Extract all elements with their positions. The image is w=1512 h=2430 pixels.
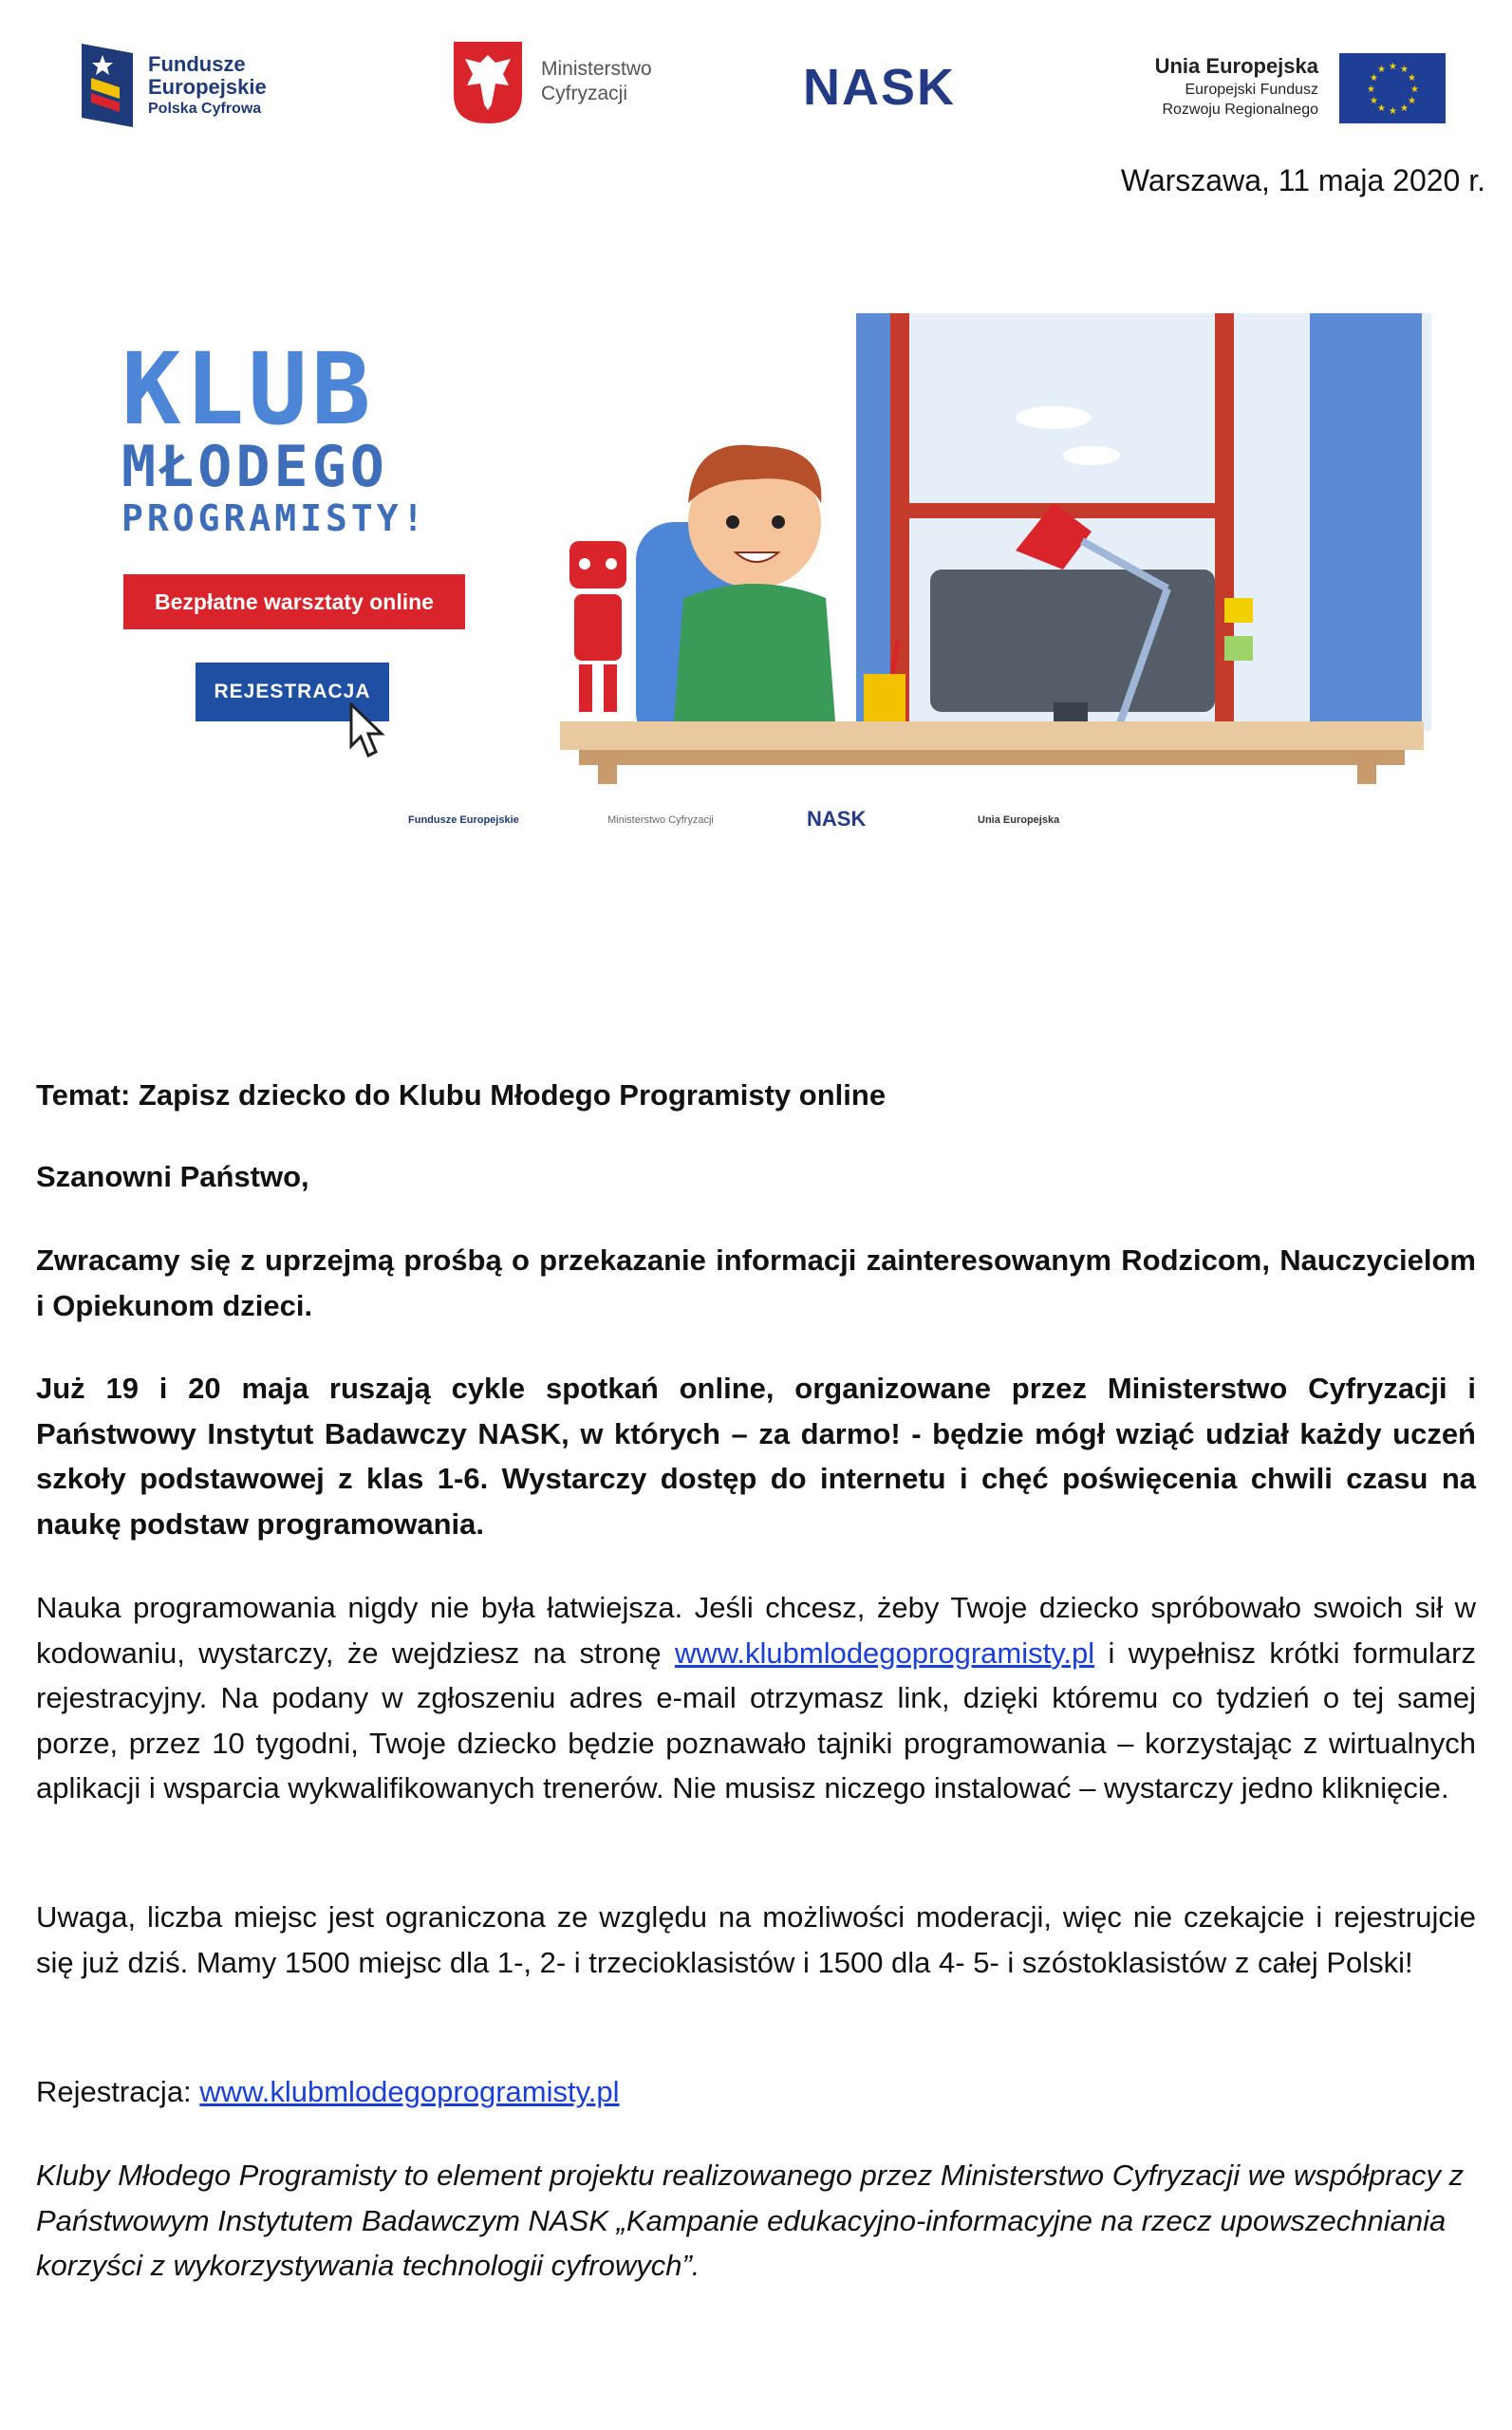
svg-text:★: ★: [1370, 96, 1378, 106]
svg-text:★: ★: [1408, 73, 1416, 84]
registration-line: [36, 2069, 1476, 2115]
svg-text:★: ★: [1389, 106, 1397, 117]
letter-paragraph-1: Zwracamy się z uprzejmą prośbą o przekazanie informacji zainteresowanym Rodzicom, Nauczycielom i Opiekunom dzieci.: [36, 1243, 1476, 1322]
mini-logo-mc: Ministerstwo Cyfryzacji: [607, 814, 714, 826]
eagle-emblem-icon: [454, 42, 522, 123]
registration-link[interactable]: www.klubmlodegoprogramisty.pl: [199, 2075, 620, 2108]
letter-subject: Temat: Zapisz dziecko do Klubu Młodego Programisty online: [36, 1078, 887, 1112]
mc-line1: Ministerstwo: [541, 58, 652, 80]
svg-text:★: ★: [1389, 62, 1397, 72]
svg-text:★: ★: [1367, 84, 1375, 95]
ue-line3: Rozwoju Regionalnego: [1162, 102, 1318, 118]
letter-paragraph-4: Uwaga, liczba miejsc jest ograniczona ze względu na możliwości moderacji, więc nie czekajcie i rejestrujcie się już dziś. Mamy 1500 miejsc dla 1-, 2- i trzecioklasistów i 1500 dla 4- 5- i szóstoklasistów z całej Polski!: [36, 1900, 1476, 1979]
svg-text:★: ★: [1400, 103, 1409, 114]
eu-flag-icon: [1339, 53, 1446, 123]
nask-logo-text: NASK: [803, 63, 957, 110]
banner-title-line2: MŁODEGO: [121, 434, 388, 500]
nask-logo: [803, 63, 1031, 115]
klub-banner: [104, 285, 1433, 873]
fe-line3: Polska Cyfrowa: [148, 101, 262, 117]
mini-logo-fe: Fundusze Europejskie: [408, 814, 519, 826]
svg-text:★: ★: [1408, 96, 1416, 106]
free-workshops-badge: Bezpłatne warsztaty online: [123, 574, 465, 629]
svg-text:★: ★: [1410, 84, 1419, 95]
para3-text-a: Nauka programowania nigdy nie była łatwiejsza. Jeśli chcesz, żeby Twoje dziecko spróbowało swoich sił w kodowaniu, wystarczy, że wejdziesz na stronę: [36, 1591, 1476, 1670]
mini-logo-nask: NASK: [807, 807, 867, 831]
letter-paragraph-2: Już 19 i 20 maja ruszają cykle spotkań online, organizowane przez Ministerstwo Cyfryzacji i Państwowy Instytut Badawczy NASK, w których – za darmo! - będzie mógł wziąć udział każdy uczeń szkoły podstawowej z klas 1-6. Wystarczy dostęp do internetu i chęć poświęcenia chwili czasu na naukę podstaw programowania.: [36, 1372, 1476, 1541]
fe-line1: Fundusze: [148, 52, 246, 76]
registration-label: Rejestracja:: [36, 2075, 200, 2108]
banner-title: [121, 331, 428, 539]
svg-text:★: ★: [1370, 73, 1378, 84]
fe-line2: Europejskie: [148, 75, 267, 99]
mc-line2: Cyfryzacji: [541, 83, 628, 104]
svg-text:★: ★: [1377, 103, 1386, 114]
svg-text:★: ★: [1400, 65, 1409, 75]
fe-emblem-icon: [82, 44, 133, 127]
boy-at-computer-illustration: [522, 313, 1433, 788]
ministerstwo-cyfryzacji-logo: [454, 42, 681, 127]
letter-date: Warszawa, 11 maja 2020 r.: [1120, 163, 1485, 197]
register-button[interactable]: REJESTRACJA: [196, 663, 389, 721]
unia-europejska-logo: [1142, 49, 1446, 131]
ue-line2: Europejski Fundusz: [1185, 82, 1318, 98]
banner-title-line3: PROGRAMISTY!: [121, 497, 428, 539]
letter-footer-note: Kluby Młodego Programisty to element projektu realizowanego przez Ministerstwo Cyfryzacji we współpracy z Państwowym Instytutem Badawczym NASK „Kampanie edukacyjno-informacyjne na rzecz upowszechniania korzyści z wykorzystywania technologii cyfrowych”.: [36, 2159, 1465, 2282]
mini-logo-ue: Unia Europejska: [978, 814, 1060, 826]
banner-title-line1: KLUB: [121, 331, 375, 447]
klub-website-link[interactable]: www.klubmlodegoprogramisty.pl: [674, 1636, 1095, 1670]
cursor-arrow-icon: [349, 702, 387, 761]
ue-line1: Unia Europejska: [1154, 54, 1318, 78]
letter-greeting: Szanowni Państwo,: [36, 1160, 309, 1193]
fundusze-europejskie-logo: [82, 44, 290, 131]
banner-mini-logos: [408, 805, 1224, 843]
svg-text:★: ★: [1377, 65, 1386, 75]
letter-paragraph-3: [36, 1585, 1476, 1811]
para3-text-b: i wypełnisz krótki formularz rejestracyjny. Na podany w zgłoszeniu adres e-mail otrzymasz link, dzięki któremu co tydzień o tej samej porze, przez 10 tygodni, Twoje dziecko będzie poznawało tajniki programowania – korzystając z wirtualnych aplikacji i wsparcia wykwalifikowanych trenerów. Nie musisz niczego instalować – wystarczy jedno kliknięcie.: [36, 1636, 1476, 1804]
